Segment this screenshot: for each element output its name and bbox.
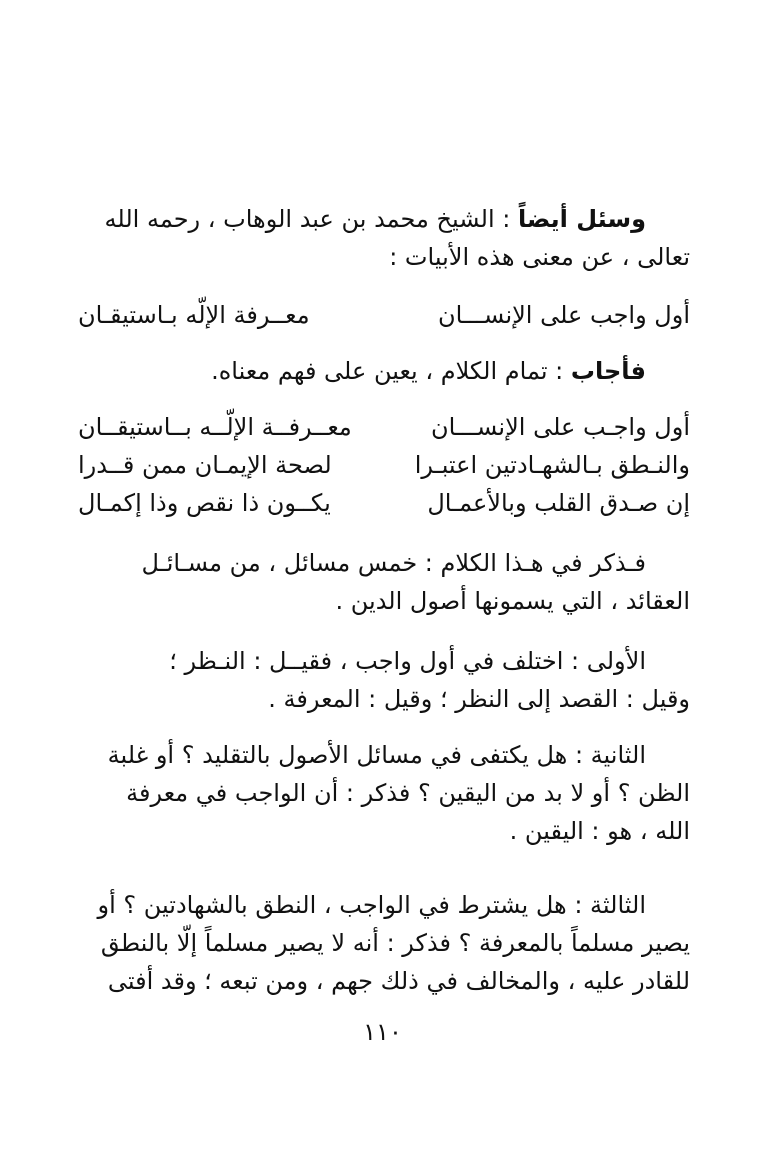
paragraph-line: الظن ؟ أو لا بد من اليقين ؟ فذكر : أن الواجب في معرفة xyxy=(126,779,690,807)
verse-second-hemistich: معــرفة الإلّه بـاستيقـان xyxy=(78,301,310,329)
verse-first-hemistich: أول واجـب على الإنســـان xyxy=(430,413,690,441)
five-issues-paragraph xyxy=(78,544,690,620)
paragraph-line: الله ، هو : اليقين . xyxy=(509,817,690,845)
paragraph-line: وقيل : القصد إلى النظر ؛ وقيل : المعرفة . xyxy=(268,685,690,713)
answer-line xyxy=(78,352,690,390)
paragraph-line: الأولى : اختلف في أول واجب ، فقيــل : النـظر ؛ xyxy=(169,647,646,675)
verse-second-hemistich: معــرفــة الإلّــه بــاستيقــان xyxy=(78,413,352,441)
verse-single xyxy=(78,296,690,334)
paragraph-line: العقائد ، التي يسمونها أصول الدين . xyxy=(335,587,690,615)
intro-lead-word: وسئل أيضاً xyxy=(518,205,646,233)
verse-first-hemistich: إن صـدق القلب وبالأعمـال xyxy=(427,489,690,517)
verses-block xyxy=(78,408,690,522)
verse-row xyxy=(78,446,690,484)
paragraph-line: يصير مسلماً بالمعرفة ؟ فذكر : أنه لا يصير مسلماً إلّا بالنطق xyxy=(100,929,690,957)
intro-line-2: تعالى ، عن معنى هذه الأبيات : xyxy=(389,243,690,271)
intro-line-1-text: : الشيخ محمد بن عبد الوهاب ، رحمه الله xyxy=(104,205,518,233)
page-number: ١١٠ xyxy=(363,1018,402,1046)
answer-text: : تمام الكلام ، يعين على فهم معناه. xyxy=(211,357,571,385)
paragraph-line: للقادر عليه ، والمخالف في ذلك جهم ، ومن تبعه ؛ وقد أفتى xyxy=(107,967,690,995)
paragraph-line: الثانية : هل يكتفى في مسائل الأصول بالتقليد ؟ أو غلبة xyxy=(107,741,646,769)
paragraph-line: فـذكر في هـذا الكلام : خمس مسائل ، من مسـائـل xyxy=(141,549,646,577)
verse-first-hemistich: والنـطق بـالشهـادتين اعتبـرا xyxy=(414,451,690,479)
verse-row xyxy=(78,296,690,334)
verse-row xyxy=(78,408,690,446)
intro-paragraph xyxy=(78,200,690,276)
verse-first-hemistich: أول واجب على الإنســـان xyxy=(438,301,690,329)
second-issue-paragraph xyxy=(78,736,690,850)
verse-second-hemistich: لصحة الإيمـان ممن قــدرا xyxy=(78,451,332,479)
third-issue-paragraph xyxy=(78,886,690,1000)
verse-row xyxy=(78,484,690,522)
answer-lead-word: فأجاب xyxy=(570,357,646,385)
intro-line-1 xyxy=(78,200,690,238)
first-issue-paragraph xyxy=(78,642,690,718)
paragraph-line: الثالثة : هل يشترط في الواجب ، النطق بالشهادتين ؟ أو xyxy=(97,891,646,919)
verse-second-hemistich: يكــون ذا نقص وذا إكمـال xyxy=(78,489,331,517)
